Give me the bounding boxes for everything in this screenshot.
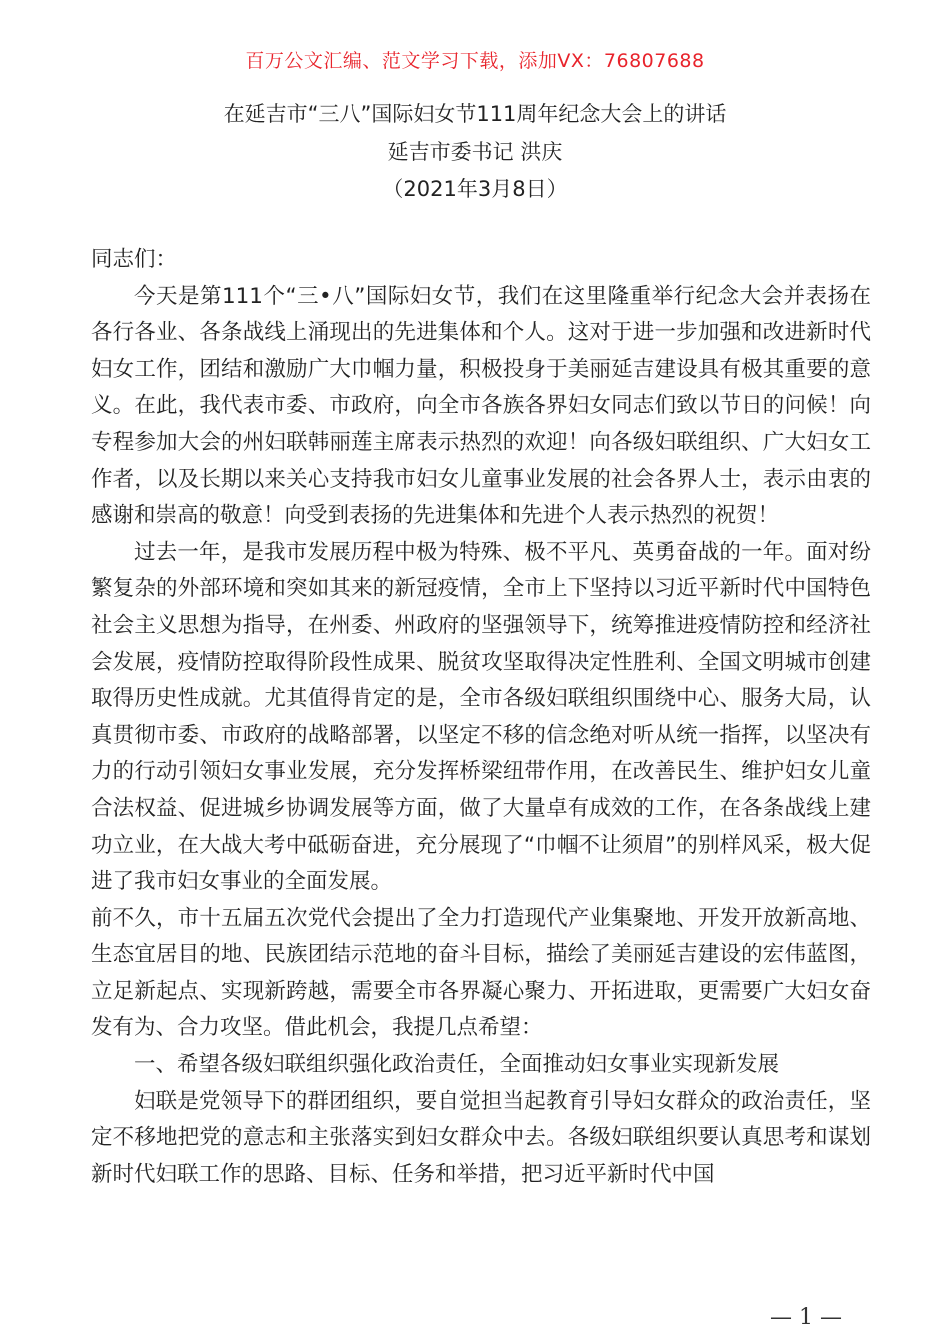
paragraph-3: 前不久，市十五届五次党代会提出了全力打造现代产业集聚地、开发开放新高地、生态宜居目的地、民族团结示范地的奋斗目标，描绘了美丽延吉建设的宏伟蓝图，立足新起点、实现新跨越，需要全市各界凝心聚力、开拓进取，更需要广大妇女奋发有为、合力攻坚。借此机会，我提几点希望： (91, 905, 871, 1041)
speech-date: （2021年3月8日） (382, 177, 568, 201)
speech-author: 延吉市委书记 洪庆 (387, 140, 563, 164)
salutation: 同志们： (91, 247, 178, 272)
section-heading-1: 一、希望各级妇联组织强化政治责任，全面推动妇女事业实现新发展 (134, 1052, 780, 1078)
page-number: — 1 — (770, 1305, 842, 1330)
paragraph-1: 今天是第111个“三•八”国际妇女节，我们在这里隆重举行纪念大会并表扬在各行各业、各条战线上涌现出的先进集体和个人。这对于进一步加强和改进新时代妇女工作，团结和激励广大巾帼力量，积极投身于美丽延吉建设具有极其重要的意义。在此，我代表市委、市政府，向全市各族各界妇女同志们致以节日的问候！向专程参加大会的州妇联韩丽莲主席表示热烈的欢迎！向各级妇联组织、广大妇女工作者，以及长期以来关心支持我市妇女儿童事业发展的社会各界人士，表示由衷的感谢和崇高的敬意！向受到表扬的先进集体和先进个人表示热烈的祝贺！ (91, 283, 871, 529)
paragraph-4: 妇联是党领导下的群团组织，要自觉担当起教育引导妇女群众的政治责任，坚定不移地把党的意志和主张落实到妇女群众中去。各级妇联组织要认真思考和谋划新时代妇联工作的思路、目标、任务和举措，把习近平新时代中国 (91, 1088, 871, 1187)
promo-banner: 百万公文汇编、范文学习下载，添加VX：76807688 (245, 50, 705, 72)
speech-title: 在延吉市“三八”国际妇女节111周年纪念大会上的讲话 (223, 102, 727, 126)
paragraph-2: 过去一年，是我市发展历程中极为特殊、极不平凡、英勇奋战的一年。面对纷繁复杂的外部环境和突如其来的新冠疫情，全市上下坚持以习近平新时代中国特色社会主义思想为指导，在州委、州政府的坚强领导下，统筹推进疫情防控和经济社会发展，疫情防控取得阶段性成果、脱贫攻坚取得决定性胜利、全国文明城市创建取得历史性成就。尤其值得肯定的是，全市各级妇联组织围绕中心、服务大局，认真贯彻市委、市政府的战略部署，以坚定不移的信念绝对听从统一指挥，以坚决有力的行动引领妇女事业发展，充分发挥桥梁纽带作用，在改善民生、维护妇女儿童合法权益、促进城乡协调发展等方面，做了大量卓有成效的工作，在各条战线上建功立业，在大战大考中砥砺奋进，充分展现了“巾帼不让须眉”的别样风采，极大促进了我市妇女事业的全面发展。 (91, 539, 871, 895)
speech-body (91, 242, 871, 1193)
